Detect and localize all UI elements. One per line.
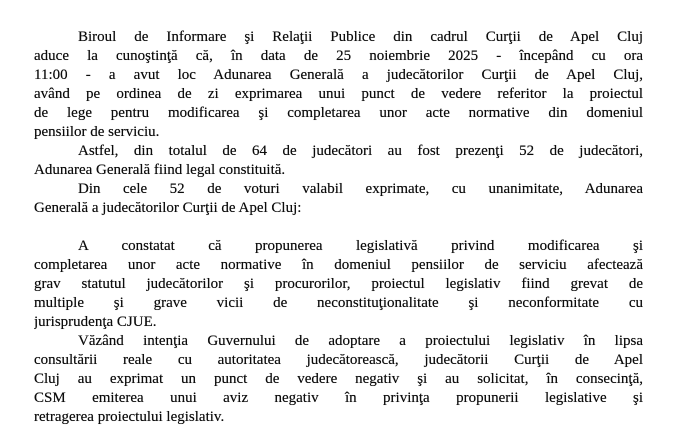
text-line: consultării reale cu autoritatea judecătorească, judecătorii Curţii de Apel: [34, 352, 643, 368]
blank-line: [34, 218, 643, 237]
document-body: [34, 28, 643, 427]
text-line: Cluj au exprimat un punct de vedere negativ şi au solicitat, în consecinţă,: [34, 371, 643, 387]
text-line: având pe ordinea de zi exprimarea unui punct de vedere referitor la proiectul: [34, 86, 643, 102]
text-line: retragerea proiectului legislativ.: [34, 409, 225, 425]
text-line: completarea unor acte normative în domeniul pensiilor de serviciu afectează: [34, 257, 643, 273]
text-line: CSM emiterea unui aviz negativ în privinţa propunerii legislative şi: [34, 390, 643, 406]
text-line: Văzând intenţia Guvernului de adoptare a proiectului legislativ în lipsa: [78, 333, 643, 349]
text-line: jurisprudenţa CJUE.: [34, 314, 157, 330]
text-line: A constatat că propunerea legislativă privind modificarea şi: [78, 238, 643, 254]
text-line: pensiilor de serviciu.: [34, 124, 160, 140]
text-line: Adunarea Generală fiind legal constituită.: [34, 162, 286, 178]
text-line: Generală a judecătorilor Curţii de Apel Cluj:: [34, 200, 302, 216]
text-line: Astfel, din totalul de 64 de judecători au fost prezenţi 52 de judecători,: [78, 143, 643, 159]
text-line: Biroul de Informare şi Relaţii Publice din cadrul Curţii de Apel Cluj: [78, 29, 643, 45]
text-line: 11:00 - a avut loc Adunarea Generală a judecătorilor Curţii de Apel Cluj,: [34, 67, 643, 83]
text-line: multiple şi grave vicii de neconstituţionalitate şi neconformitate cu: [34, 295, 643, 311]
text-line: grav statutul judecătorilor şi procurorilor, proiectul legislativ fiind grevat de: [34, 276, 643, 292]
text-line: de lege pentru modificarea şi completarea unor acte normative din domeniul: [34, 105, 643, 121]
text-line: Din cele 52 de voturi valabil exprimate, cu unanimitate, Adunarea: [78, 181, 643, 197]
text-line: aduce la cunoştinţă că, în data de 25 noiembrie 2025 - începând cu ora: [34, 48, 643, 64]
